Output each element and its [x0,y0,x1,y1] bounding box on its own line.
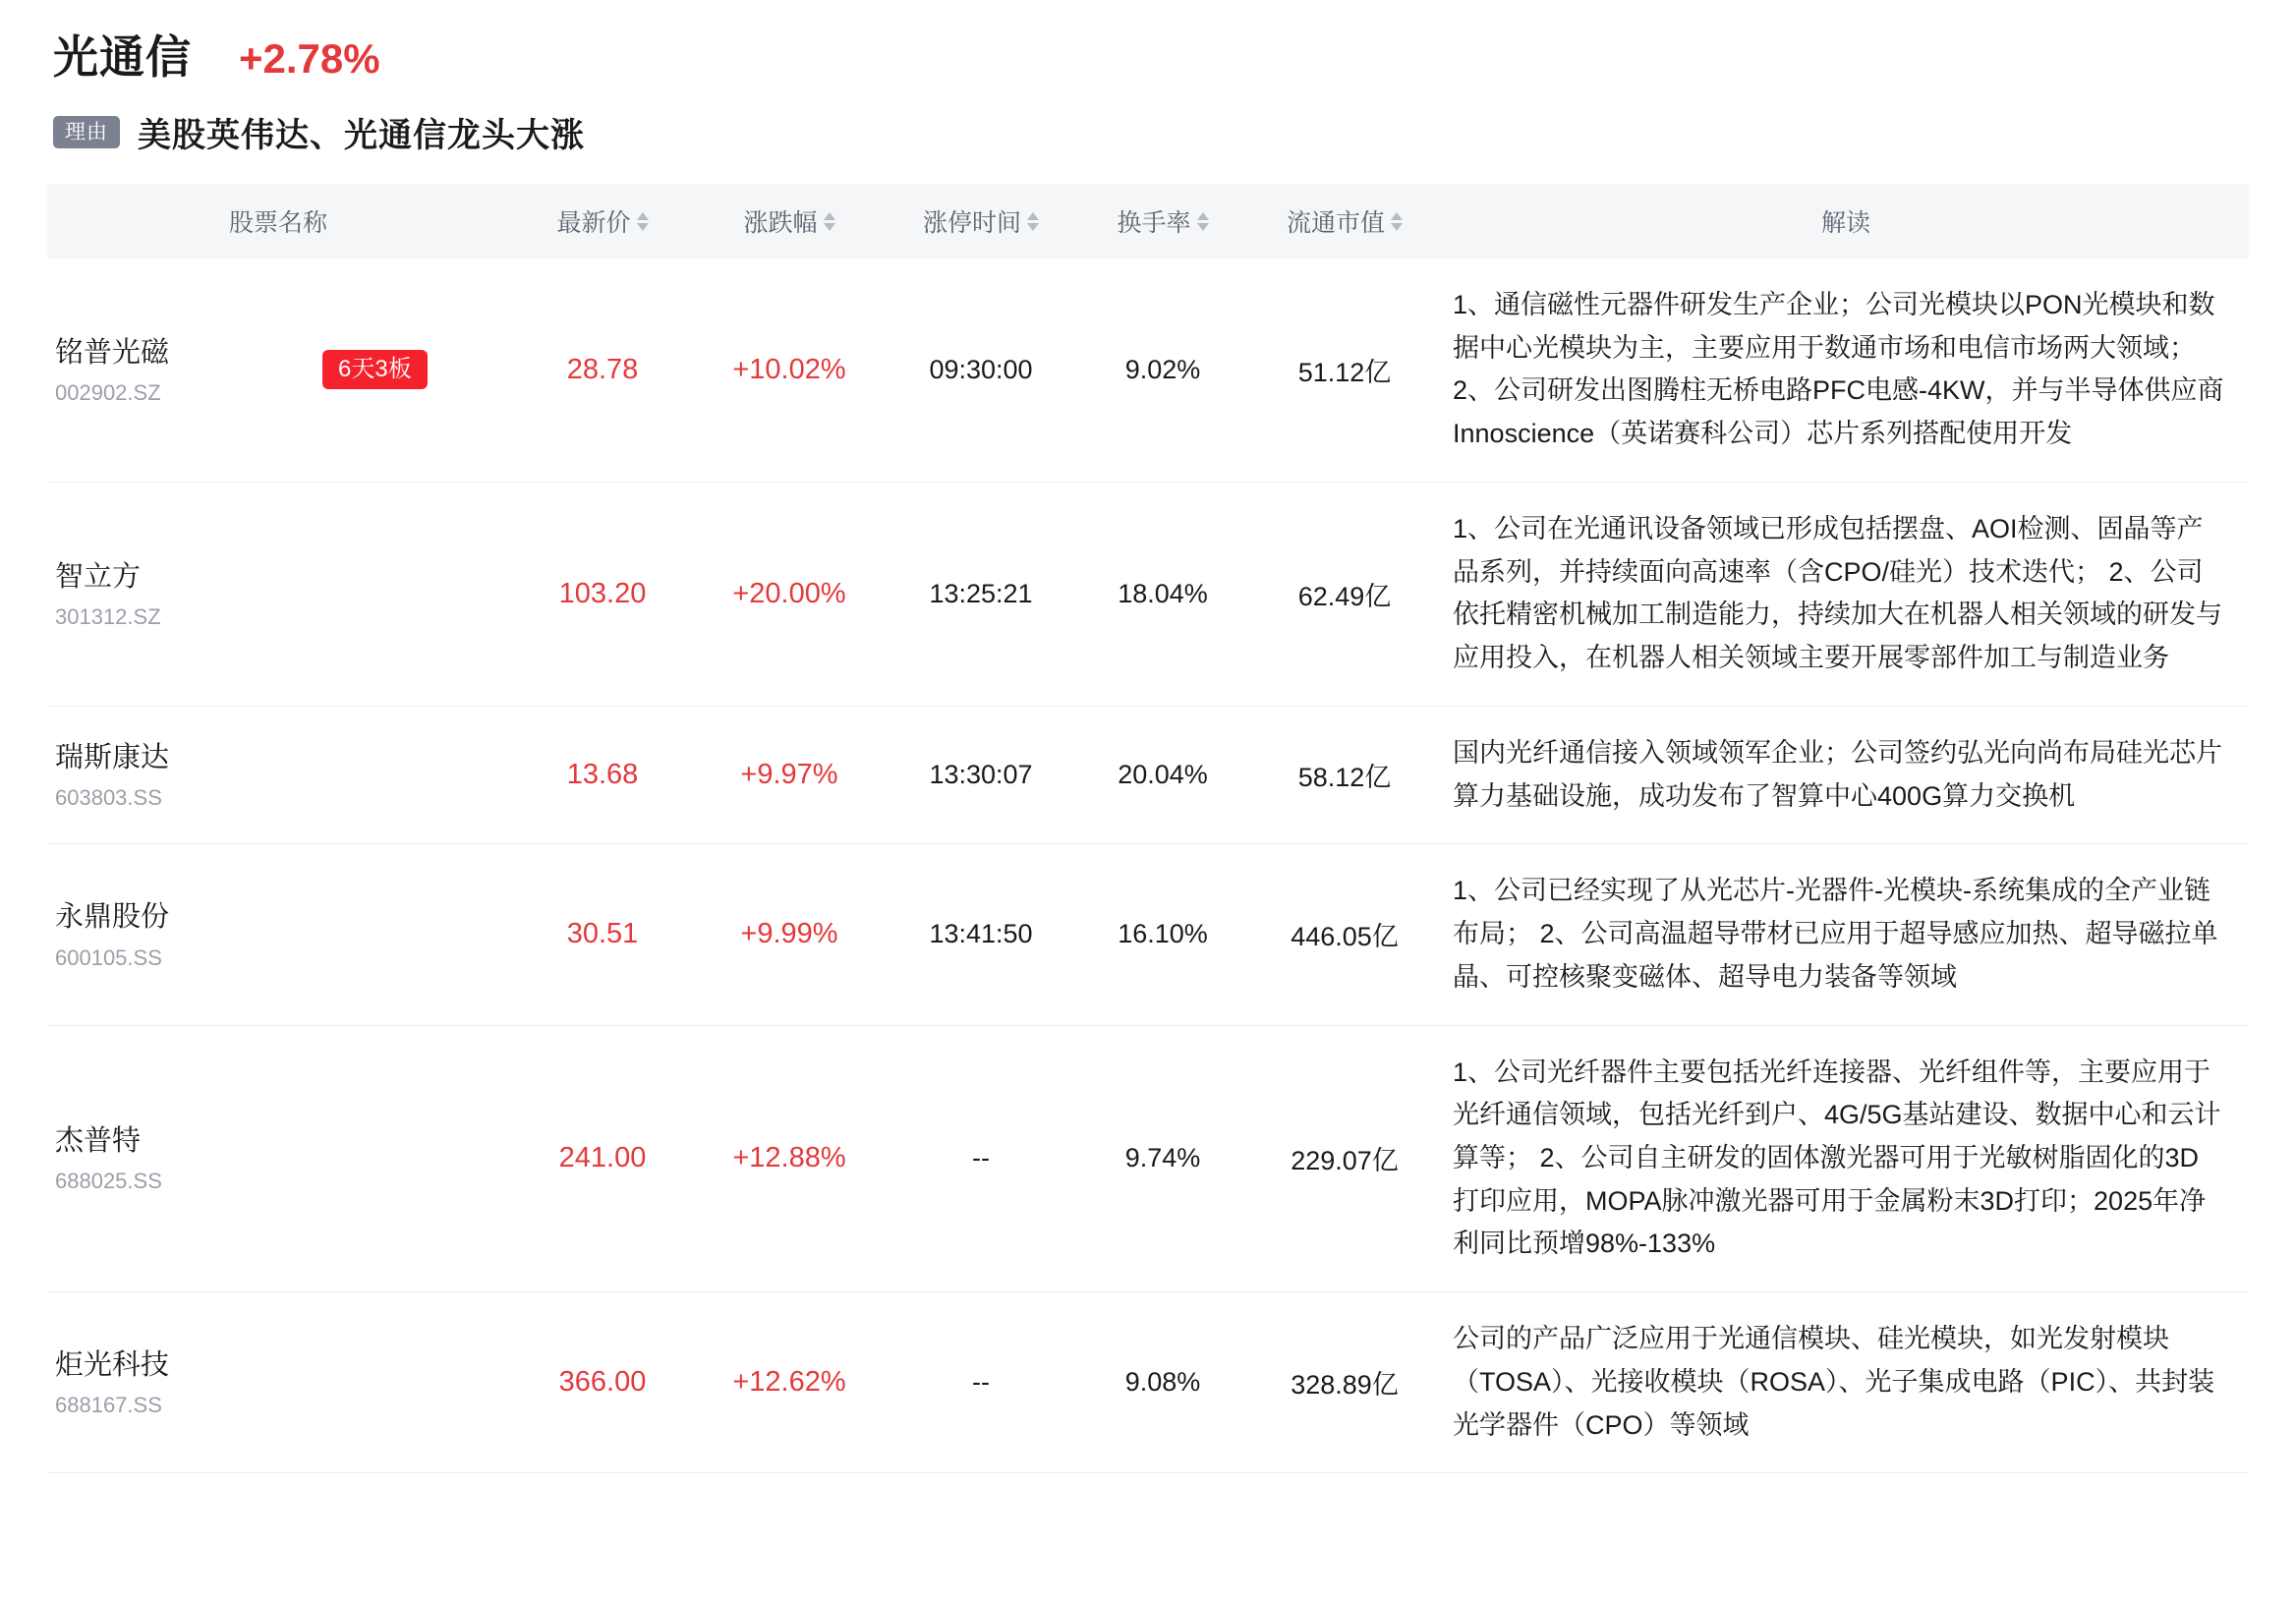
column-header-price[interactable] [509,184,696,258]
column-header-label: 流通市值 [1287,209,1386,237]
title-row [47,22,2249,86]
stock-code: 688025.SS [55,1169,162,1194]
column-header-label: 股票名称 [229,209,328,237]
interpretation-text: 1、通信磁性元器件研发生产企业；公司光模块以PON光模块和数据中心光模块为主，主要应用于数通市场和电信市场两大领域；2、公司研发出图腾柱无桥电路PFC电感-4KW，并与半导体供应商Innoscience（英诺赛科公司）芯片系列搭配使用开发 [1453,290,2224,449]
stock-name: 智立方 [55,560,142,593]
column-header-change[interactable] [696,184,883,258]
table-header [47,184,2249,258]
interpretation-text: 1、公司已经实现了从光芯片-光器件-光模块-系统集成的全产业链布局； 2、公司高温超导带材已应用于超导感应加热、超导磁拉单晶、可控核聚变磁体、超导电力装备等领域 [1453,876,2218,992]
column-header-turnover[interactable] [1079,184,1246,258]
turnover-rate: 20.04% [1118,760,1208,790]
stock-name: 永鼎股份 [55,901,170,934]
market-cap: 328.89亿 [1291,1370,1399,1401]
reason-text: 美股英伟达、光通信龙头大涨 [138,117,585,154]
board-badge-cell [322,258,509,482]
stock-code: 002902.SZ [55,380,161,406]
latest-price: 103.20 [558,577,647,609]
table-row[interactable] [47,1025,2249,1292]
market-cap: 58.12亿 [1297,763,1392,793]
stock-name-cell[interactable] [47,706,322,843]
table-body [47,258,2249,1473]
reason-row [47,108,2249,156]
interpretation-text: 国内光纤通信接入领域领军企业；公司签约弘光向尚布局硅光芯片算力基础设施，成功发布了智算中心400G算力交换机 [1453,737,2223,811]
turnover-rate: 16.10% [1118,919,1208,949]
change-percent: +20.00% [732,577,846,609]
stock-name: 杰普特 [55,1125,142,1158]
stock-code: 600105.SS [55,944,162,970]
table-row[interactable] [47,1292,2249,1473]
column-header-name [47,184,509,258]
stock-table [47,184,2249,1473]
column-header-limit-time[interactable] [883,184,1079,258]
limit-up-time: 13:41:50 [929,919,1033,949]
column-header-desc [1443,184,2249,258]
change-percent: +12.62% [732,1366,846,1399]
sort-arrows-icon[interactable] [1391,212,1403,231]
latest-price: 13.68 [566,759,639,791]
reason-tag: 理由 [53,116,120,148]
latest-price: 241.00 [558,1142,647,1174]
column-header-label: 涨跌幅 [743,209,818,237]
column-header-label: 换手率 [1117,209,1191,237]
stock-name: 炬光科技 [55,1349,170,1382]
limit-up-time: 13:25:21 [929,578,1033,608]
limit-up-time: -- [972,1143,990,1173]
market-cap: 229.07亿 [1291,1146,1399,1176]
stock-name: 瑞斯康达 [55,742,170,774]
interpretation-text: 1、公司光纤器件主要包括光纤连接器、光纤组件等，主要应用于光纤通信领域，包括光纤到户、4G/5G基站建设、数据中心和云计算等； 2、公司自主研发的固体激光器可用于光敏树脂固化的3D打印应用，MOPA脉冲激光器可用于金属粉末3D打印；2025年净利同比预增98%-133% [1453,1057,2221,1259]
column-header-market-cap[interactable] [1246,184,1443,258]
column-header-label: 解读 [1821,209,1871,237]
latest-price: 28.78 [566,353,639,385]
market-cap: 446.05亿 [1291,922,1399,952]
board-badge-cell [322,482,509,706]
status-badge: 6天3板 [322,350,428,389]
stock-code: 688167.SS [55,1393,162,1418]
limit-up-time: 13:30:07 [929,760,1033,790]
latest-price: 30.51 [566,918,639,950]
stock-name-cell[interactable] [47,1025,322,1292]
sort-arrows-icon[interactable] [637,212,649,231]
market-cap: 62.49亿 [1297,581,1392,611]
board-badge-cell [322,1292,509,1473]
sort-arrows-icon[interactable] [824,212,835,231]
change-percent: +9.97% [740,759,838,791]
stock-name-cell[interactable] [47,482,322,706]
table-row[interactable] [47,706,2249,843]
column-header-label: 最新价 [556,209,631,237]
board-badge-cell [322,1025,509,1292]
stock-name-cell[interactable] [47,258,322,482]
sort-arrows-icon[interactable] [1027,212,1039,231]
market-cap: 51.12亿 [1297,357,1392,387]
sort-arrows-icon[interactable] [1197,212,1209,231]
stock-name-cell[interactable] [47,1292,322,1473]
interpretation-text: 公司的产品广泛应用于光通信模块、硅光模块，如光发射模块（TOSA）、光接收模块（ROSA）、光子集成电路（PIC）、共封装光学器件（CPO）等领域 [1453,1324,2215,1440]
change-percent: +12.88% [732,1142,846,1174]
turnover-rate: 9.08% [1124,1367,1201,1398]
stock-code: 603803.SS [55,785,162,811]
limit-up-time: 09:30:00 [929,354,1033,384]
interpretation-text: 1、公司在光通讯设备领域已形成包括摆盘、AOI检测、固晶等产品系列，并持续面向高速率（含CPO/硅光）技术迭代； 2、公司依托精密机械加工制造能力，持续加大在机器人相关领域的研发与应用投入，在机器人相关领域主要开展零部件加工与制造业务 [1453,513,2223,673]
board-badge-cell [322,706,509,843]
change-percent: +9.99% [740,918,838,950]
board-badge-cell [322,844,509,1025]
turnover-rate: 9.02% [1124,354,1201,384]
limit-up-time: -- [972,1367,990,1398]
table-row[interactable] [47,258,2249,482]
latest-price: 366.00 [558,1366,647,1399]
column-header-label: 涨停时间 [923,209,1022,237]
turnover-rate: 9.74% [1124,1143,1201,1173]
page-title: 光通信 [53,31,192,83]
change-percent: +10.02% [732,353,846,385]
turnover-rate: 18.04% [1118,578,1208,608]
stock-code: 301312.SZ [55,603,161,629]
sector-header [47,0,2249,156]
table-row[interactable] [47,844,2249,1025]
stock-name-cell[interactable] [47,844,322,1025]
sector-change-value: +2.78% [239,35,380,82]
table-row[interactable] [47,482,2249,706]
stock-name: 铭普光磁 [55,336,170,369]
